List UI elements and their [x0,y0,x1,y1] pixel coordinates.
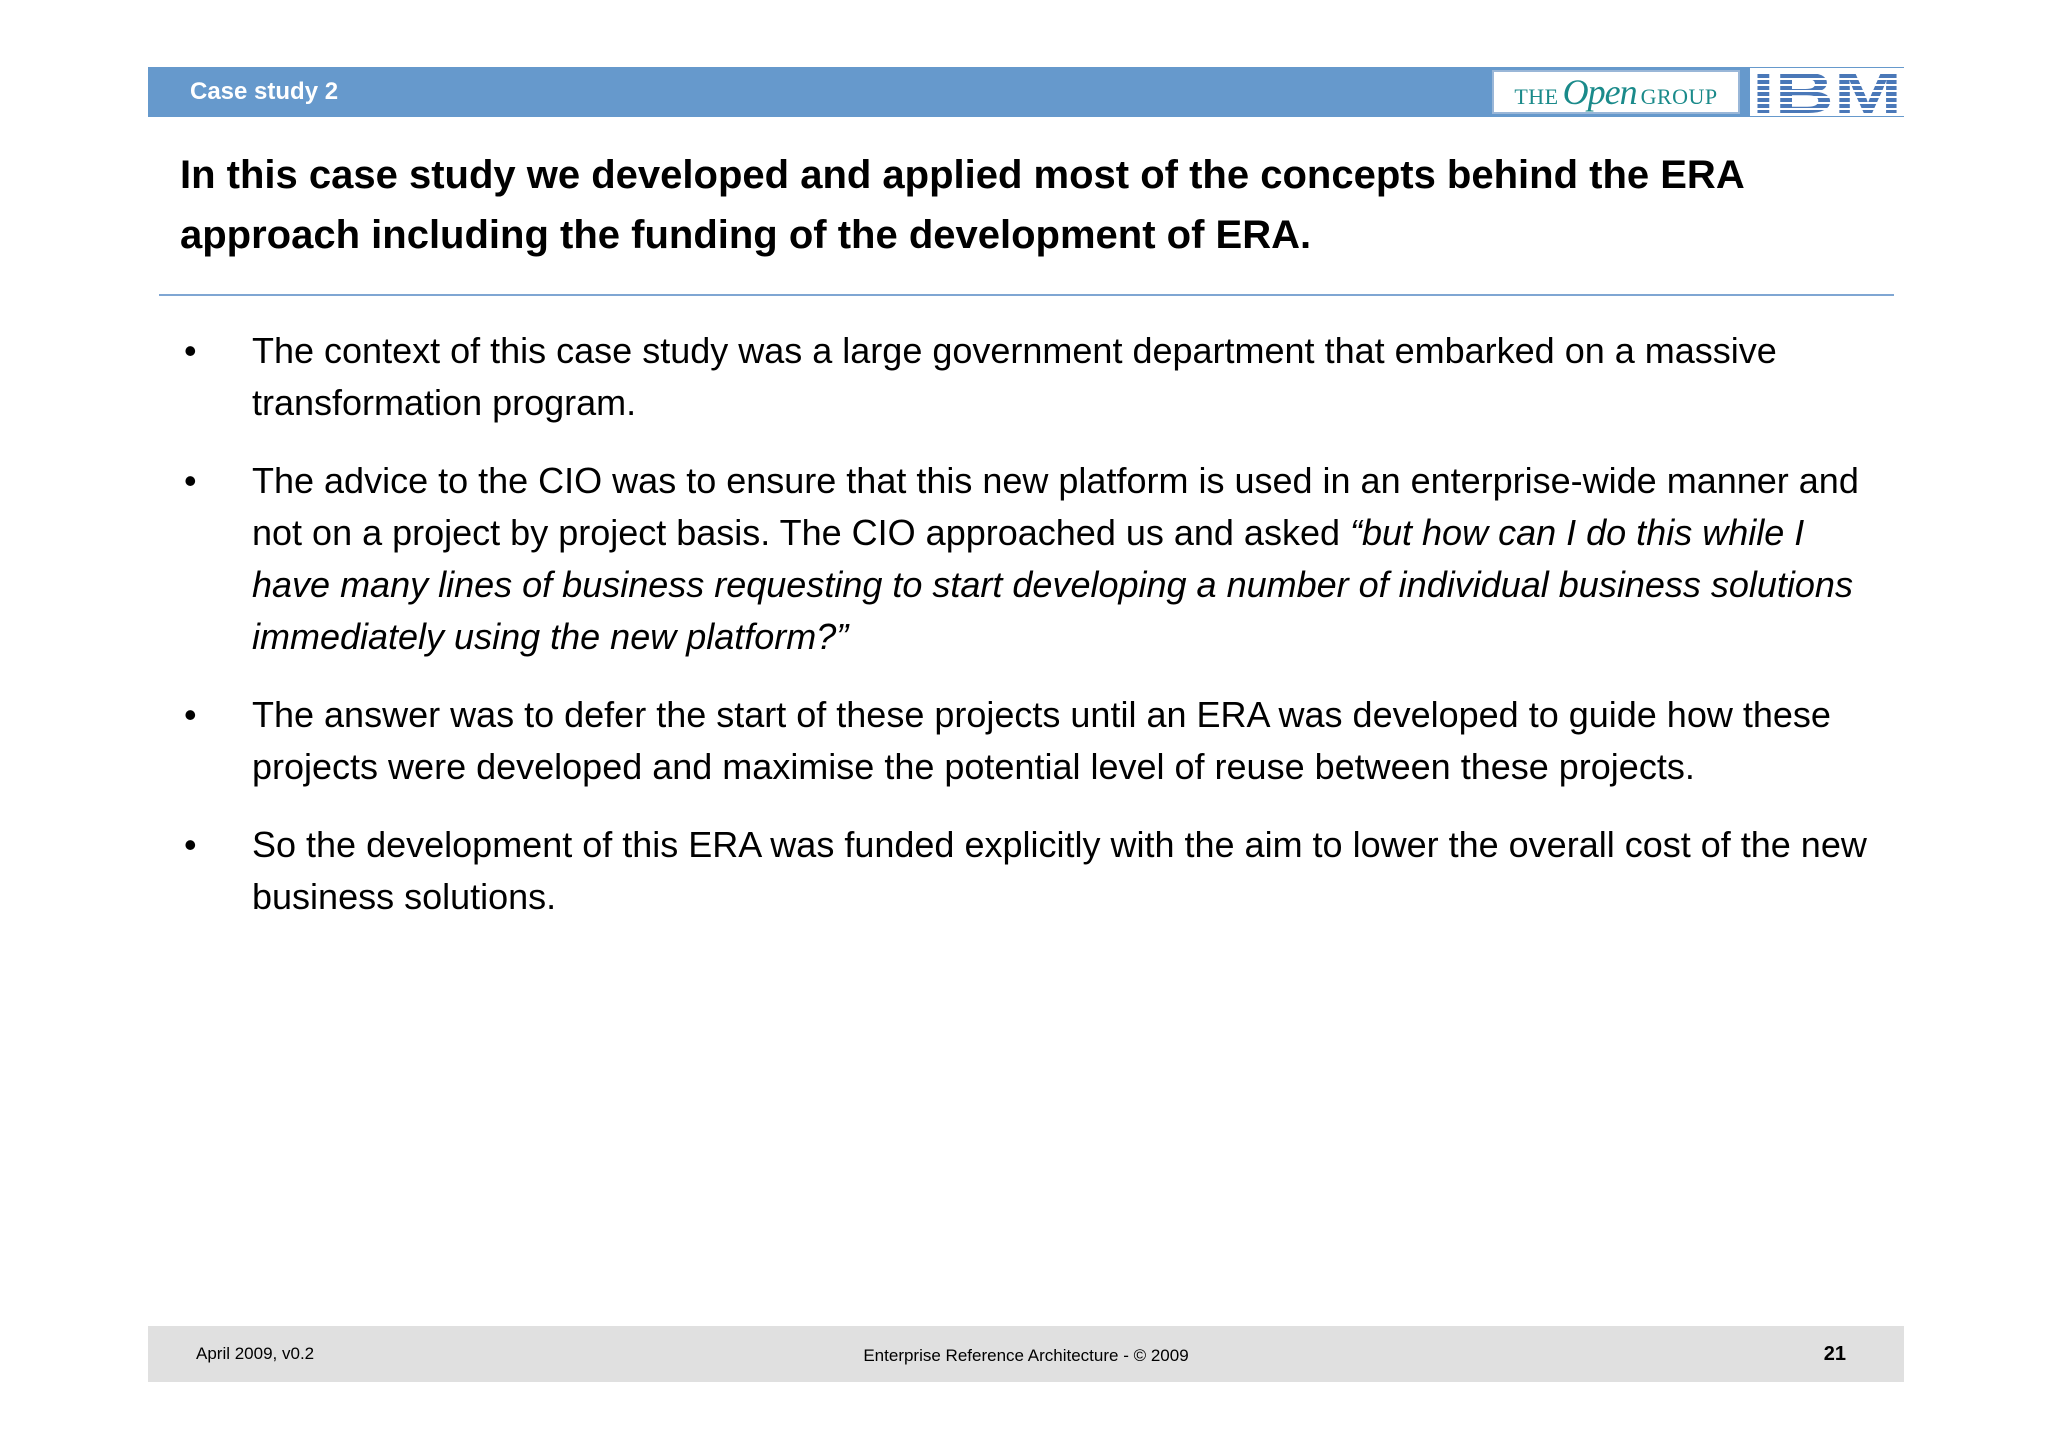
section-title: Case study 2 [190,78,339,105]
logo-word-group: GROUP [1640,84,1718,109]
ibm-logo-text: IBM [1752,68,1902,116]
heading-divider [159,294,1894,296]
the-open-group-logo [1492,70,1740,114]
page-number: 21 [1823,1343,1846,1365]
ibm-logo [1750,68,1904,116]
footer-bar [148,1326,1904,1382]
bullet-list [180,325,1880,949]
bullet-dot: • [184,460,197,501]
bullet-quote: “but how can I do this while I have many lines of business requesting to start developing a number of individual business solutions immediately using the new platform?” [252,512,1853,657]
list-item [180,689,1880,793]
main-heading: In this case study we developed and applied most of the concepts behind the ERA approach including the funding of the development of ERA. [180,153,1744,257]
bullet-dot: • [184,824,197,865]
logo-word-open: Open [1562,72,1637,112]
footer-copyright: Enterprise Reference Architecture - © 2009 [863,1346,1189,1365]
bullet-text: So the development of this ERA was funded explicitly with the aim to lower the overall cost of the new business solutions. [252,824,1867,917]
bullet-dot: • [184,694,197,735]
logo-word-the: THE [1514,84,1559,109]
header-bar [148,67,1904,117]
list-item [180,819,1880,923]
bullet-text: The context of this case study was a large government department that embarked on a massive transformation program. [252,330,1777,423]
bullet-text: The advice to the CIO was to ensure that this new platform is used in an enterprise-wide manner and not on a project by project basis. The CIO approached us and asked [252,460,1859,553]
list-item [180,455,1880,663]
bullet-text: The answer was to defer the start of these projects until an ERA was developed to guide how these projects were developed and maximise the potential level of reuse between these projects. [252,694,1831,787]
list-item [180,325,1880,429]
bullet-dot: • [184,330,197,371]
footer-date-version: April 2009, v0.2 [196,1344,315,1363]
